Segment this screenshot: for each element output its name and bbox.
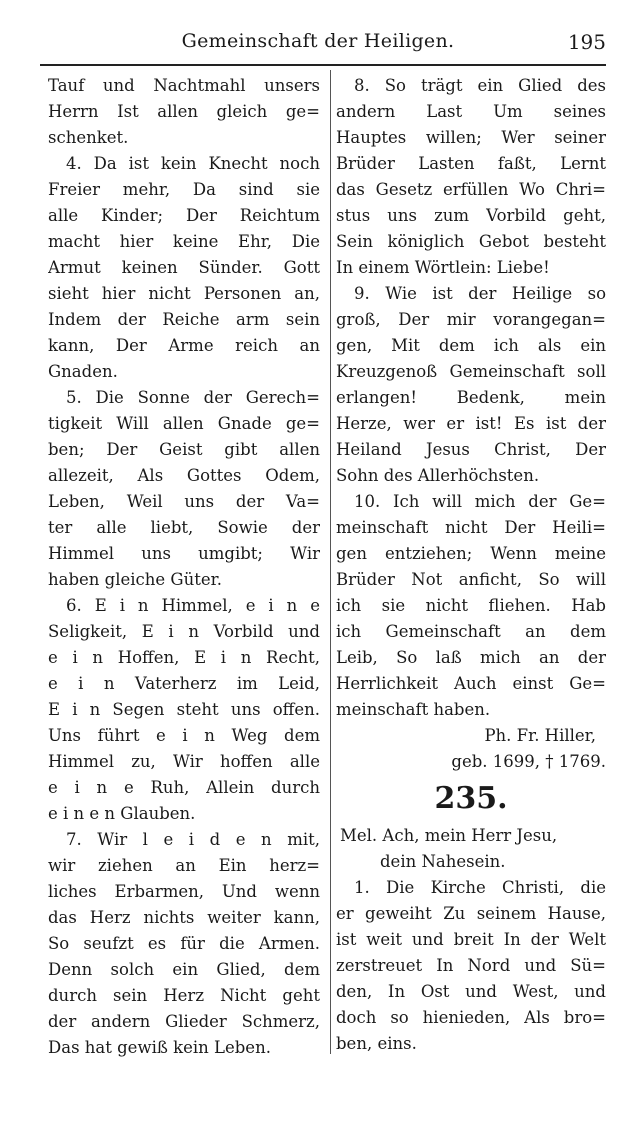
text-line: das Gesetz erfüllen Wo Chri= (336, 180, 606, 199)
text-line: In einem Wörtlein: Liebe! (336, 258, 550, 277)
text-line: groß, Der mir vorangegan= (336, 310, 606, 329)
text-line: Herrlichkeit Auch einst Ge= (336, 674, 606, 693)
text-line: den, In Ost und West, und (336, 982, 606, 1001)
text-line: kann, Der Arme reich an (48, 336, 320, 355)
text-line: 7. Wir l e i d e n mit, (66, 830, 320, 849)
text-line: Gnaden. (48, 362, 118, 381)
text-line: ben; Der Geist gibt allen (48, 440, 320, 459)
text-line: das Herz nichts weiter kann, (48, 908, 320, 927)
header-rule (40, 64, 606, 66)
text-line: Himmel uns umgibt; Wir (48, 544, 320, 563)
hymn-number: 235. (434, 781, 508, 816)
text-line: ist weit und breit In der Welt (336, 930, 606, 949)
author-dates: geb. 1699, † 1769. (451, 752, 606, 771)
text-line: Brüder Not anficht, So will (336, 570, 606, 589)
text-line: zerstreuet In Nord und Sü= (336, 956, 606, 975)
text-line: 10. Ich will mich der Ge= (354, 492, 606, 511)
text-line: liches Erbarmen, Und wenn (48, 882, 320, 901)
text-line: 5. Die Sonne der Gerech= (66, 388, 320, 407)
text-line: Brüder Lasten faßt, Lernt (336, 154, 606, 173)
text-line: e i n e n Glauben. (48, 804, 196, 823)
text-line: Himmel zu, Wir hoffen alle (48, 752, 320, 771)
text-line: Herze, wer er ist! Es ist der (336, 414, 606, 433)
text-line: Denn solch ein Glied, dem (48, 960, 320, 979)
text-line: E i n Segen steht uns offen. (48, 700, 320, 719)
text-line: 4. Da ist kein Knecht noch (66, 154, 320, 173)
text-line: Leib, So laß mich an der (336, 648, 606, 667)
text-line: e i n Vaterherz im Leid, (48, 674, 320, 693)
text-line: gen, Mit dem ich als ein (336, 336, 606, 355)
text-line: ben, eins. (336, 1034, 417, 1053)
page-header (30, 30, 606, 60)
text-line: 1. Die Kirche Christi, die (354, 878, 606, 897)
text-line: So seufzt es für die Armen. (48, 934, 320, 953)
text-line: Hauptes willen; Wer seiner (336, 128, 606, 147)
hymn-235-verse (336, 875, 606, 1057)
text-line: Freier mehr, Da sind sie (48, 180, 320, 199)
text-line: Kreuzgenoß Gemeinschaft soll (336, 362, 606, 381)
text-line: Das hat gewiß kein Leben. (48, 1038, 271, 1057)
text-line: allezeit, Als Gottes Odem, (48, 466, 320, 485)
column-divider (330, 70, 331, 1054)
melody-line: Mel. Ach, mein Herr Jesu, (340, 826, 558, 845)
text-line: stus uns zum Vorbild geht, (336, 206, 606, 225)
text-line: 8. So trägt ein Glied des (354, 76, 606, 95)
text-line: doch so hienieden, Als bro= (336, 1008, 606, 1027)
text-line: wir ziehen an Ein herz= (48, 856, 320, 875)
text-line: sieht hier nicht Personen an, (48, 284, 320, 303)
text-line: macht hier keine Ehr, Die (48, 232, 320, 251)
text-line: er geweiht Zu seinem Hause, (336, 904, 606, 923)
text-line: Leben, Weil uns der Va= (48, 492, 320, 511)
text-line: Tauf und Nachtmahl unsers (48, 76, 320, 95)
running-title: Gemeinschaft der Heiligen. (181, 30, 455, 52)
text-line: Uns führt e i n Weg dem (48, 726, 320, 745)
text-line: erlangen! Bedenk, mein (336, 388, 606, 407)
text-line: ich sie nicht fliehen. Hab (336, 596, 606, 615)
text-line: meinschaft nicht Der Heili= (336, 518, 606, 537)
author-credit: Ph. Fr. Hiller, (484, 726, 596, 745)
text-line: Seligkeit, E i n Vorbild und (48, 622, 320, 641)
text-line: durch sein Herz Nicht geht (48, 986, 320, 1005)
text-line: 6. E i n Himmel, e i n e (66, 596, 320, 615)
text-line: schenket. (48, 128, 129, 147)
melody-line-continued: dein Nahesein. (380, 852, 506, 871)
text-line: Sein königlich Gebot besteht (336, 232, 606, 251)
text-line: Sohn des Allerhöchsten. (336, 466, 540, 485)
text-line: Herrn Ist allen gleich ge= (48, 102, 320, 121)
page-number: 195 (567, 30, 606, 54)
text-line: Armut keinen Sünder. Gott (48, 258, 320, 277)
text-line: andern Last Um seines (336, 102, 606, 121)
text-line: Indem der Reiche arm sein (48, 310, 320, 329)
text-line: Heiland Jesus Christ, Der (336, 440, 606, 459)
hymn-234-continuation (336, 73, 606, 723)
text-line: e i n Hoffen, E i n Recht, (48, 648, 320, 667)
text-line: ter alle liebt, Sowie der (48, 518, 320, 537)
text-line: alle Kinder; Der Reichtum (48, 206, 320, 225)
text-line: 9. Wie ist der Heilige so (354, 284, 606, 303)
left-column (48, 73, 320, 1061)
text-line: der andern Glieder Schmerz, (48, 1012, 320, 1031)
text-line: haben gleiche Güter. (48, 570, 222, 589)
text-line: meinschaft haben. (336, 700, 491, 719)
text-line: ich Gemeinschaft an dem (336, 622, 606, 641)
text-line: e i n e Ruh, Allein durch (48, 778, 320, 797)
right-column (336, 73, 606, 1057)
text-line: gen entziehen; Wenn meine (336, 544, 606, 563)
text-line: tigkeit Will allen Gnade ge= (48, 414, 320, 433)
